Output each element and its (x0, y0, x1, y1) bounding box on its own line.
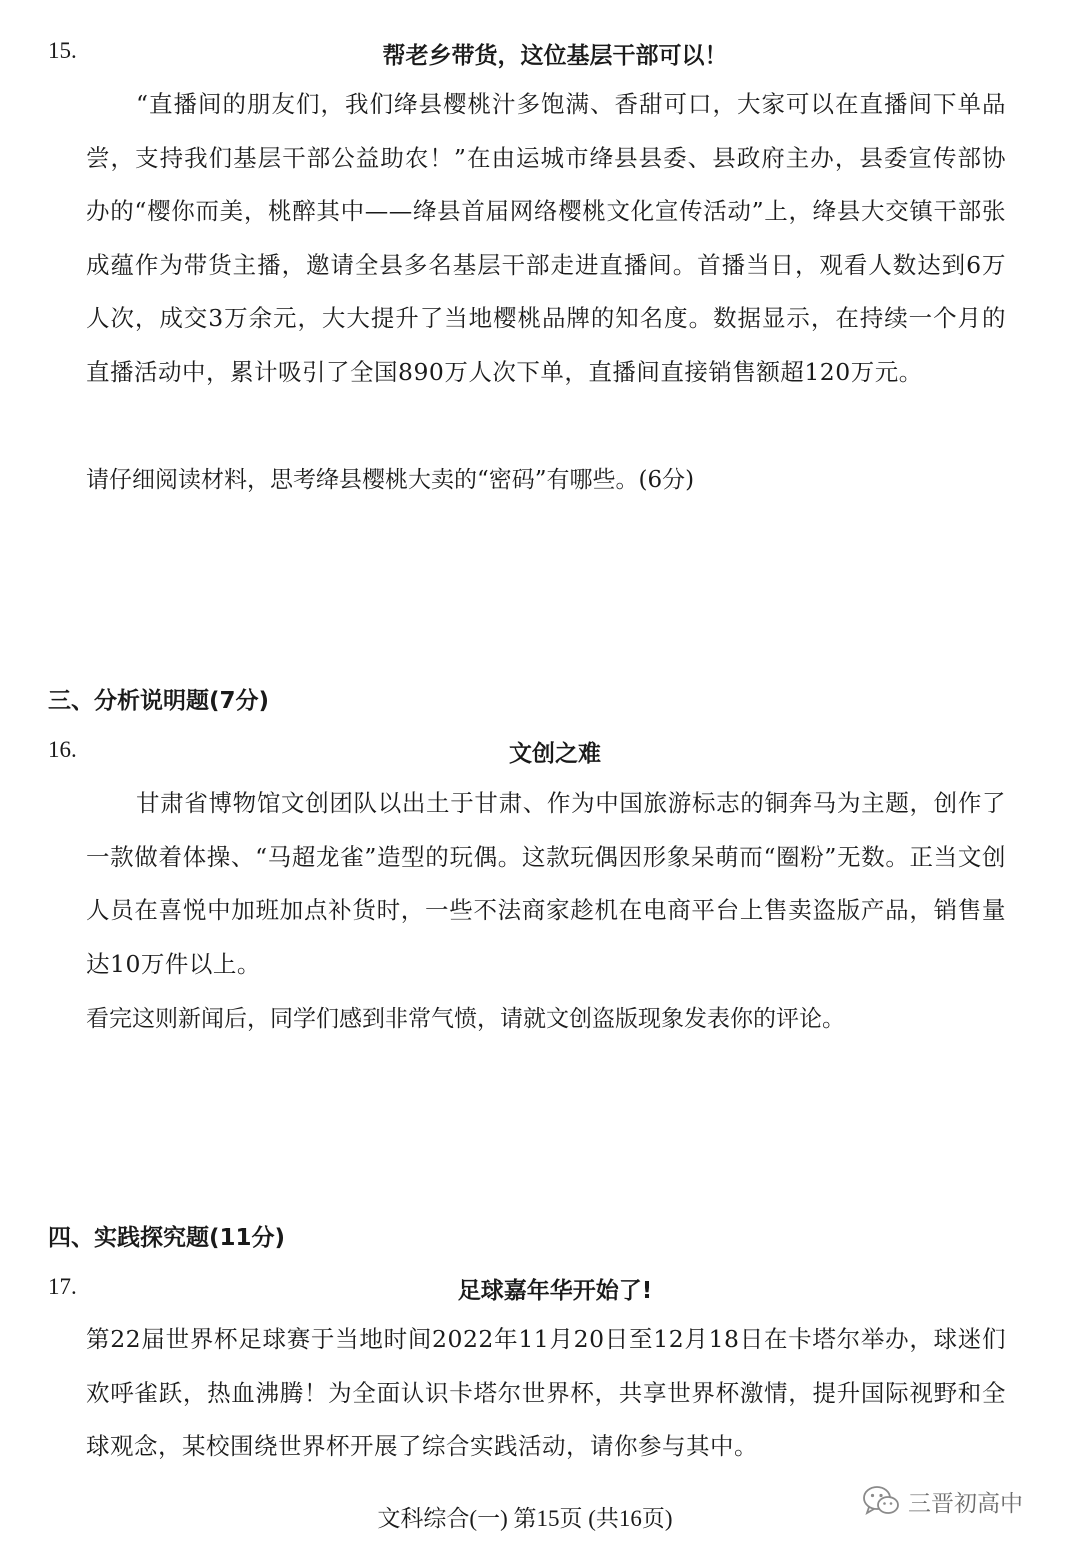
question-17-material: 第22届世界杯足球赛于当地时间2022年11月20日至12月18日在卡塔尔举办，球迷们欢呼雀跃，热血沸腾！为全面认识卡塔尔世界杯，共享世界杯激情，提升国际视野和全球观念，某校围绕世界杯开展了综合实践活动，请你参与其中。 (86, 1325, 1006, 1460)
question-15-title: 帮老乡带货，这位基层干部可以！ (382, 43, 728, 69)
question-16-number: 16. (48, 737, 77, 762)
section-4-heading: 四、实践探究题(11分) (48, 1225, 286, 1251)
section-3-heading: 三、分析说明题(7分) (48, 688, 270, 714)
question-15-material: “直播间的朋友们，我们绛县樱桃汁多饱满、香甜可口，大家可以在直播间下单品尝，支持我们基层干部公益助农！”在由运城市绛县县委、县政府主办，县委宣传部协办的“樱你而美，桃醉其中——绛县首届网络樱桃文化宣传活动”上，绛县大交镇干部张成蕴作为带货主播，邀请全县多名基层干部走进直播间。首播当日，观看人数达到6万人次，成交3万余元，大大提升了当地樱桃品牌的知名度。数据显示，在持续一个月的直播活动中，累计吸引了全国890万人次下单，直播间直接销售额超120万元。 (86, 90, 1006, 386)
question-16-material: 甘肃省博物馆文创团队以出土于甘肃、作为中国旅游标志的铜奔马为主题，创作了一款做着体操、“马超龙雀”造型的玩偶。这款玩偶因形象呆萌而“圈粉”无数。正当文创人员在喜悦中加班加点补货时，一些不法商家趁机在电商平台上售卖盗版产品，销售量达10万件以上。 (86, 789, 1006, 978)
page-footer: 文科综合(一) 第15页 (共16页) (377, 1506, 673, 1531)
question-15-prompt: 请仔细阅读材料，思考绛县樱桃大卖的“密码”有哪些。(6分) (86, 467, 695, 493)
question-15-number: 15. (48, 38, 77, 63)
watermark (862, 1484, 1023, 1518)
wechat-icon (862, 1484, 900, 1518)
question-16-prompt: 看完这则新闻后，同学们感到非常气愤，请就文创盗版现象发表你的评论。 (86, 1006, 845, 1032)
watermark-text: 三晋初高中 (908, 1490, 1023, 1517)
question-17-number: 17. (48, 1274, 77, 1299)
question-16-title: 文创之难 (509, 741, 601, 767)
question-17-title: 足球嘉年华开始了! (457, 1278, 653, 1304)
